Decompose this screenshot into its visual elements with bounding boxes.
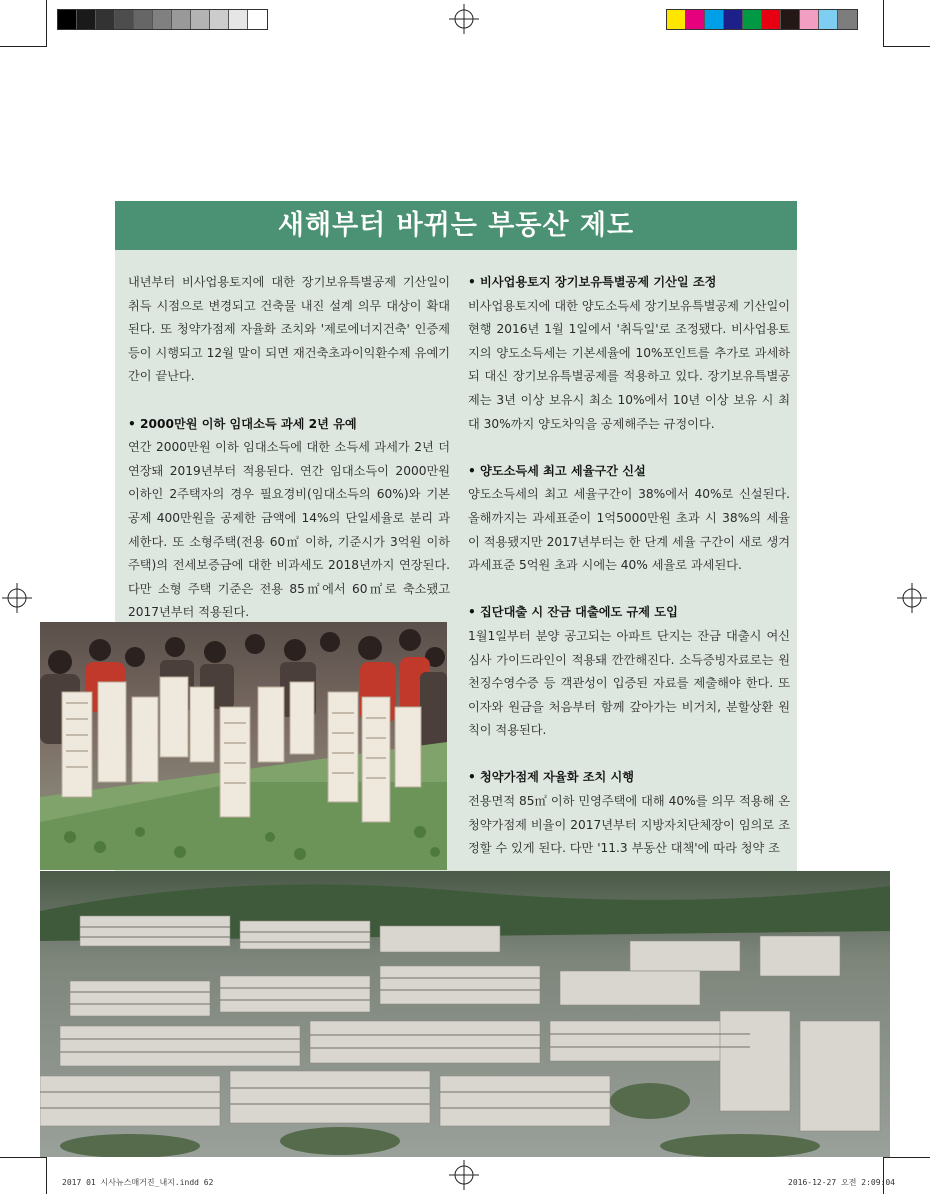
apartment-complex-aerial-photo bbox=[40, 871, 890, 1157]
section-heading-land-deduction: • 비사업용토지 장기보유특별공제 기산일 조정 bbox=[468, 275, 717, 289]
color-swatch-7 bbox=[781, 10, 800, 29]
color-swatch-10 bbox=[838, 10, 857, 29]
crop-mark-tl-h bbox=[0, 46, 47, 47]
gray-swatch-8 bbox=[191, 10, 210, 29]
section-body-rental-income: 연간 2000만원 이하 임대소득에 대한 소득세 과세가 2년 더 연장돼 2019년부터 적용된다. 연간 임대소득이 2000만원 이하인 2주택자의 경우 필요경비(임대소득의 60%)와 기본공제 400만원을 공제한 금액에 14%의 단일세율로 분리 과세한다. 또 소형주택(전용 60㎡ 이하, 기준시가 3억원 이하 주택)의 전세보증금에 대한 비과세도 2018년까지 연장된다. 다만 소형 주택 기준은 전용 85㎡에서 60㎡로 축소됐고 2017년부터 적용된다. bbox=[128, 440, 450, 620]
color-swatch-1 bbox=[667, 10, 686, 29]
crop-mark-bl-v bbox=[46, 1157, 47, 1194]
crop-mark-tr-h bbox=[883, 46, 930, 47]
crop-mark-tr-v bbox=[883, 0, 884, 47]
gray-swatch-1 bbox=[58, 10, 77, 29]
gray-swatch-3 bbox=[96, 10, 115, 29]
color-swatch-4 bbox=[724, 10, 743, 29]
print-timestamp: 2016-12-27 오전 2:09:04 bbox=[788, 1178, 895, 1187]
gray-swatch-6 bbox=[153, 10, 172, 29]
color-swatch-6 bbox=[762, 10, 781, 29]
grayscale-color-bar bbox=[57, 9, 268, 30]
section-heading-transfer-tax: • 양도소득세 최고 세율구간 신설 bbox=[468, 463, 646, 478]
color-swatch-2 bbox=[686, 10, 705, 29]
registration-mark-bottom bbox=[449, 1160, 479, 1190]
crop-mark-tl-v bbox=[46, 0, 47, 47]
color-swatch-5 bbox=[743, 10, 762, 29]
intro-paragraph: 내년부터 비사업용토지에 대한 장기보유특별공제 기산일이 취득 시점으로 변경되고 건축물 내진 설계 의무 대상이 확대된다. 또 청약가점제 자율화 조치와 '제로에너지건축' 인증제 등이 시행되고 12월 말이 되면 재건축초과이익환수제 유예기간이 끝난다. bbox=[128, 275, 450, 384]
section-body-subscription: 전용면적 85㎡ 이하 민영주택에 대해 40%를 의무 적용해 온 청약가점제 비율이 2017년부터 지방자치단체장이 임의로 조정할 수 있게 된다. 다만 '11.3 부동산 대책'에 따라 청약 조 bbox=[468, 794, 790, 856]
gray-swatch-11 bbox=[248, 10, 267, 29]
crop-mark-br-v bbox=[883, 1157, 884, 1194]
right-column bbox=[468, 271, 790, 861]
section-body-transfer-tax: 양도소득세의 최고 세율구간이 38%에서 40%로 신설된다. 올해까지는 과세표준이 1억5000만원 초과 시 38%의 세율이 적용됐지만 2017년부터는 한 단계 세율 구간이 새로 생겨 과세표준 5억원 초과 시에는 40% 세율로 과세된다. bbox=[468, 487, 790, 573]
left-column bbox=[128, 271, 450, 625]
page-title: 새해부터 바뀌는 부동산 제도 bbox=[115, 201, 797, 250]
section-heading-subscription: • 청약가점제 자율화 조치 시행 bbox=[468, 770, 635, 785]
gray-swatch-9 bbox=[210, 10, 229, 29]
gray-swatch-4 bbox=[115, 10, 134, 29]
gray-swatch-10 bbox=[229, 10, 248, 29]
section-body-land-deduction: 비사업용토지에 대한 양도소득세 장기보유특별공제 기산일이 현행 2016년 1월 1일에서 '취득일'로 조정됐다. 비사업용토지의 양도소득세는 기본세율에 10%포인트를 추가로 과세하되 대신 장기보유특별공제를 적용하고 있다. 장기보유특별공제는 3년 이상 보유시 최소 10%에서 10년 이상 보유 시 최대 30%까지 양도차익을 공제해주는 규정이다. bbox=[468, 298, 790, 431]
section-body-group-loan: 1월1일부터 분양 공고되는 아파트 단지는 잔금 대출시 여신심사 가이드라인이 적용돼 깐깐해진다. 소득증빙자료로는 원천징수영수증 등 객관성이 입증된 자료를 제출해야 한다. 또 이자와 원금을 처음부터 함께 갚아가는 비거치, 분할상환 원칙이 적용된다. bbox=[468, 628, 790, 738]
section-heading-group-loan: • 집단대출 시 잔금 대출에도 규제 도입 bbox=[468, 605, 678, 620]
gray-swatch-5 bbox=[134, 10, 153, 29]
gray-swatch-7 bbox=[172, 10, 191, 29]
color-swatch-8 bbox=[800, 10, 819, 29]
crop-mark-br-h bbox=[883, 1157, 930, 1158]
color-swatch-9 bbox=[819, 10, 838, 29]
crop-mark-bl-h bbox=[0, 1157, 47, 1158]
process-color-bar bbox=[666, 9, 858, 30]
color-swatch-3 bbox=[705, 10, 724, 29]
registration-mark-left bbox=[2, 583, 32, 613]
section-heading-rental-income: • 2000만원 이하 임대소득 과세 2년 유예 bbox=[128, 416, 357, 431]
gray-swatch-2 bbox=[77, 10, 96, 29]
registration-mark-top bbox=[449, 4, 479, 34]
model-house-photo bbox=[40, 622, 447, 870]
registration-mark-right bbox=[897, 583, 927, 613]
print-file-name: 2017 01 시사뉴스매거진_내지.indd 62 bbox=[62, 1178, 214, 1187]
